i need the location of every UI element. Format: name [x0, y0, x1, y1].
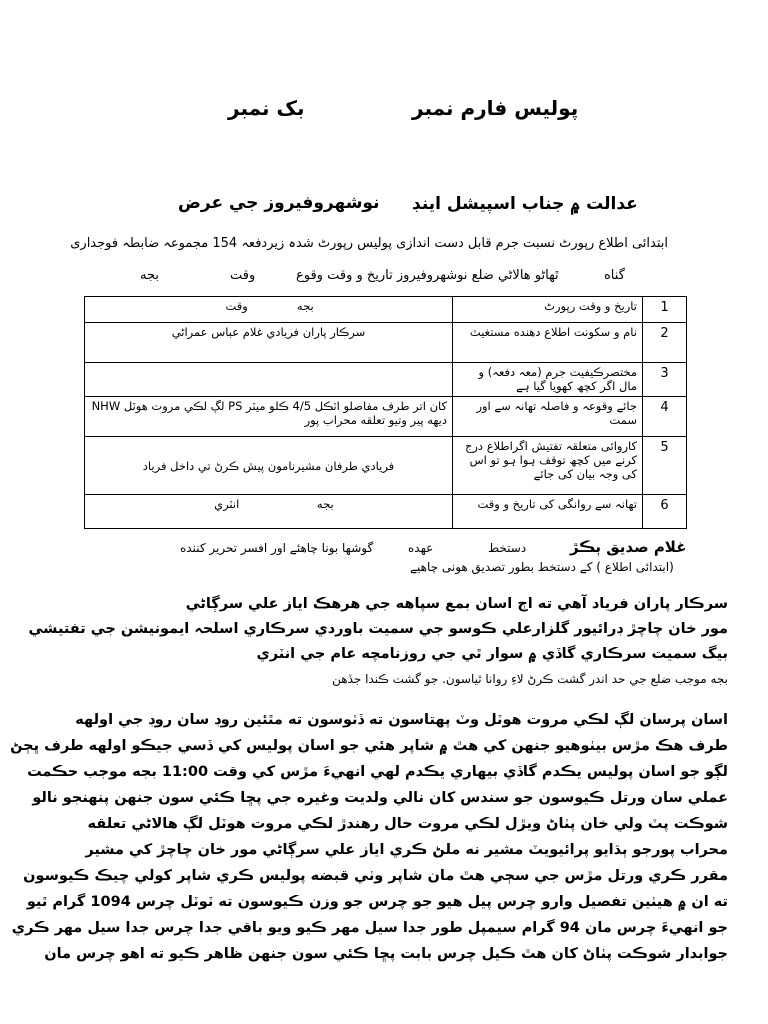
- fir-subtitle: ابتدائی اطلاع رپورٹ نسبت جرم قابل دست اندازی پولیس رپورٹ شدہ زیردفعہ 154 مجموعہ ضابطہ فوجداری: [70, 236, 668, 251]
- report-datetime-label: تاريخ و وقت رپورٹ: [453, 297, 643, 323]
- hour-word: بجه: [296, 299, 314, 313]
- place-of-occurrence-label: جائے وقوعہ و فاصلہ تهانہ سے اور سمت: [453, 397, 643, 437]
- row-number: 2: [643, 323, 687, 363]
- entry-word: انٽري: [214, 497, 240, 511]
- crime-label: گناه: [604, 268, 625, 283]
- table-row: [85, 495, 687, 529]
- investigation-value: فريادي طرفان مشيرنامون پيش ڪرڻ تي داخل فرياد: [85, 437, 453, 495]
- offence-summary-value: [85, 363, 453, 397]
- designation-label: عهده: [408, 541, 434, 555]
- writer-note: گوشها بونا چاهئے اور افسر تحرير کننده: [180, 541, 374, 555]
- body-line: مور خان چاچڙ ڊرائيور گلزارعلي ڪوسو جي سميت باوردي سرڪاري اسلحہ ايمونيشن جي تفتيشي: [28, 621, 728, 637]
- court-location: نوشهروفيروز جي عرض: [178, 193, 380, 213]
- table-row: [85, 437, 687, 495]
- body-line: طرف هڪ مڙس بيٺوهيو جنهن کي هٿ ۾ شاپر هئي جو اسان پوليس کي ڏسي جيڪو اولهه طرف ڀڄڻ: [10, 738, 728, 754]
- offence-summary-label: مختصرڪيفيت جرم (معہ دفعہ) و مال اگر کچھ کھویا گیا ہے: [453, 363, 643, 397]
- body-line: بيگ سميت سرڪاري گاڏي ۾ سوار ٿي جي روزنامچه عام جي انٽري: [256, 646, 728, 662]
- body-line: بجه موجب ضلع جي حد اندر گشت ڪرڻ لاءِ روانا ٿياسون. جو گشت ڪندا جڏهن: [332, 672, 728, 686]
- court-title: عدالت ۾ جناب اسپيشل اينڊ: [412, 194, 638, 214]
- row-number: 1: [643, 297, 687, 323]
- body-line: مقرر ڪري ورتل مڙس جي سڄي هٿ مان شاپر وٺي قبضه پوليس ڪري شاپر کولي چيڪ ڪيوسون: [23, 868, 728, 884]
- time-word: وقت: [225, 299, 248, 313]
- complainant-value: سرڪار پاران فريادي غلام عباس عمراڻي: [85, 323, 453, 363]
- row-number: 4: [643, 397, 687, 437]
- hour-label: بجه: [140, 268, 159, 283]
- body-line: سرڪار پاران فرياد آهي ته اڄ اسان بمع سپاهه جي هرهڪ اياز علي سرڳاڻي: [185, 596, 728, 612]
- row-number: 5: [643, 437, 687, 495]
- signature-label: دستخط: [488, 541, 527, 555]
- place-of-occurrence-value: NHW لڳ لڪي مروت هوٽل PS کان اتر طرف مفاصلو اٽڪل 4/5 ڪلو ميٽر ديهه پير وتيو تعلقه محراب پور: [85, 397, 453, 437]
- table-row: [85, 363, 687, 397]
- body-line: جوابدار شوڪت پٺاڻ کان هٿ ڪيل چرس بابت پڇا ڪئي سون جنهن ظاهر ڪيو ته اهو چرس مان: [44, 946, 728, 962]
- body-line: جو انهيءَ چرس مان 94 گرام سيمپل طور جدا سيل مهر ڪيو ويو باقي جدا چرس جدا سيل مهر ڪري: [11, 920, 728, 936]
- body-line: اسان پرسان لڳ لڪي مروت هوٽل وٽ پهتاسون ته ڏٺوسون ته مٿئين روڊ سان روڊ جي اولهه: [75, 712, 728, 728]
- complainant-label: نام و سکونت اطلاع دهنده مستغيث: [453, 323, 643, 363]
- body-line: ته ان ۾ هيٺين تفصيل وارو چرس پيل هيو جو چرس جو وزن ڪيوسون ته ٽوٽل چرس 1094 گرام ٿيو: [26, 894, 728, 910]
- table-row: [85, 397, 687, 437]
- row-number: 6: [643, 495, 687, 529]
- book-number-label: بک نمبر: [228, 96, 305, 120]
- body-line: محراب پورجو ٻڌايو پرائيويٽ مشير نه ملڻ ڪري اياز علي سرڳاڻي مور خان چاچڙ کي مشير: [85, 842, 728, 858]
- officer-name: غلام صديق ٻڪڙ: [570, 538, 687, 556]
- hour-word: بجه: [316, 497, 334, 511]
- verification-note: (ابتدائی اطلاع ) کے دستخط بطور تصدیق هونی چاهیے: [410, 560, 674, 574]
- time-label: وقت: [230, 268, 256, 283]
- table-row: [85, 297, 687, 323]
- body-line: شوڪت پٽ ولي خان پٺاڻ ويڙل لڪي مروت حال رهندڙ لڪي مروت هوٽل لڳ هالاڻي تعلقه: [87, 816, 728, 832]
- investigation-label: کاروائی متعلقہ تفتیش اگراطلاع درج کرنے میں کچھ توقف ہوا ہو تو اس کی وجہ بیان کی جائے: [453, 437, 643, 495]
- table-row: [85, 323, 687, 363]
- departure-label: تهانہ سے روانگی کی تاريخ و وقت: [453, 495, 643, 529]
- departure-value: [85, 495, 453, 529]
- body-line: عملي سان ورتل ڪيوسون جو سندس کان نالي ولديت وغيره جي پڇا ڪئي سون جنهن پنهنجو نالو: [32, 790, 728, 806]
- report-datetime-value: [85, 297, 453, 323]
- station-datetime-label: ٿهاڻو هالاڻي ضلع نوشهروفيروز تاريخ و وقت وقوع: [296, 268, 559, 283]
- row-number: 3: [643, 363, 687, 397]
- police-form-number-label: پوليس فارم نمبر: [412, 96, 579, 120]
- body-line: لڳو جو اسان پوليس يڪدم گاڏي بيهاري يڪدم لهي انهيءَ مڙس کي وقت 11:00 بجه موجب حڪمت: [27, 764, 728, 780]
- fir-table: [84, 296, 687, 529]
